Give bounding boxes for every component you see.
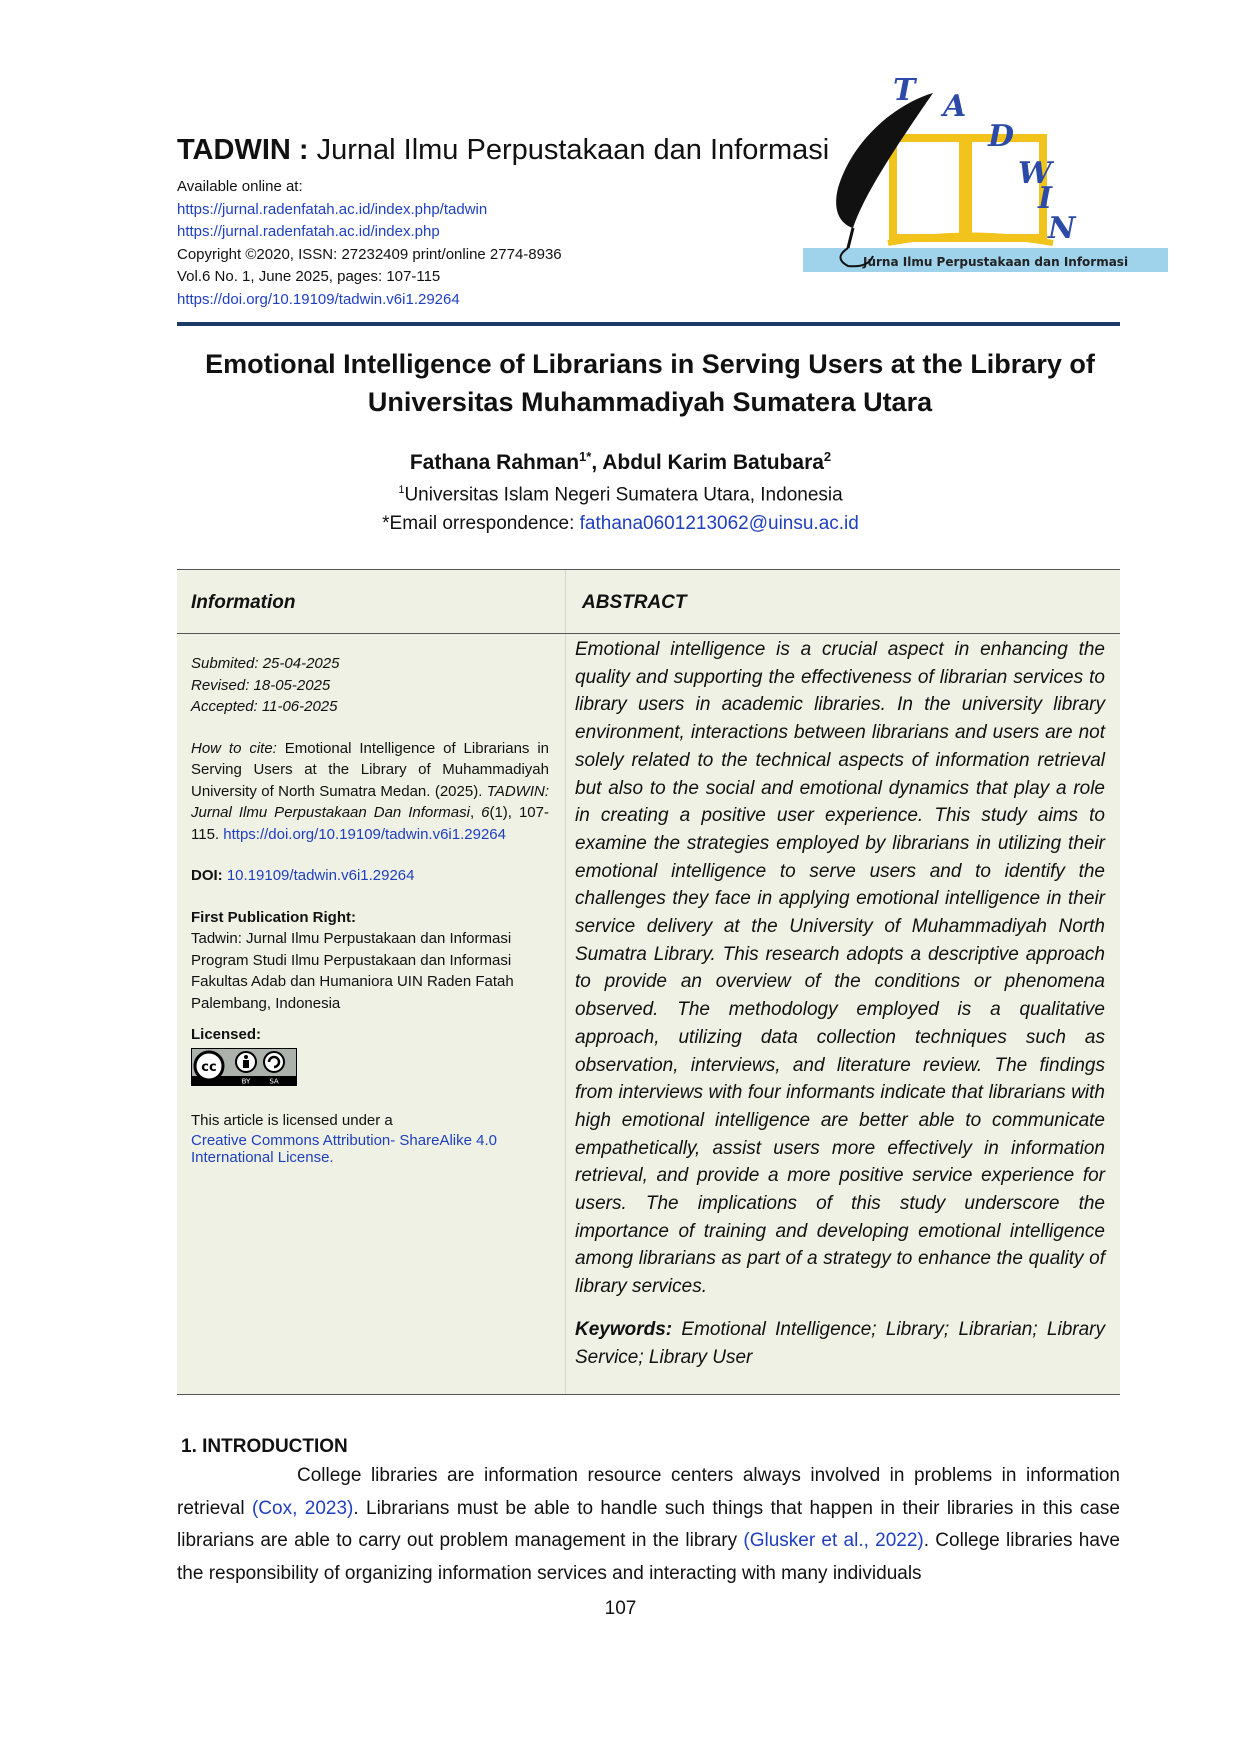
keywords-label: Keywords: bbox=[575, 1319, 673, 1340]
author-name: Abdul Karim Batubara bbox=[602, 451, 824, 474]
license-link[interactable]: International License. bbox=[191, 1148, 334, 1166]
logo-letter-i: I bbox=[1038, 181, 1053, 216]
journal-url-link[interactable]: https://jurnal.radenfatah.ac.id/index.php/tadwin bbox=[177, 200, 488, 218]
cc-by-label: BY bbox=[241, 1077, 251, 1085]
keywords bbox=[575, 1316, 1105, 1371]
revised-date: Revised: 18-05-2025 bbox=[191, 676, 331, 694]
doi-label: DOI: bbox=[191, 867, 223, 884]
sharealike-icon bbox=[264, 1052, 284, 1072]
citation-link[interactable]: (Glusker et al., 2022) bbox=[743, 1530, 924, 1551]
author-superscript: 2 bbox=[823, 449, 832, 464]
information-header: Information bbox=[191, 592, 296, 613]
correspondence-email bbox=[0, 513, 1241, 535]
first-publication-line: Fakultas Adab dan Humaniora UIN Raden Fatah bbox=[191, 973, 514, 990]
copyright-line: Copyright ©2020, ISSN: 27232409 print/online 2774-8936 bbox=[177, 245, 562, 263]
cite-doi-link[interactable]: https://doi.org/10.19109/tadwin.v6i1.29264 bbox=[223, 825, 506, 843]
logo-letter-n: N bbox=[1048, 211, 1076, 246]
keywords-list: Emotional Intelligence; Library; Librarian; Library Service; Library User bbox=[575, 1319, 1105, 1368]
logo-letter-d: D bbox=[988, 119, 1015, 154]
submitted-date: Submited: 25-04-2025 bbox=[191, 655, 340, 672]
cc-by-sa-badge[interactable] bbox=[191, 1048, 297, 1086]
available-online-label: Available online at: bbox=[177, 178, 303, 195]
author-superscript: 1* bbox=[579, 449, 592, 464]
cite-pages: (1), 107-115. bbox=[191, 804, 549, 843]
citation-link[interactable]: (Cox, 2023) bbox=[251, 1497, 354, 1519]
logo-letter-a: A bbox=[943, 89, 967, 124]
logo-letter-w: W bbox=[1018, 156, 1052, 191]
first-publication-line: Tadwin: Jurnal Ilmu Perpustakaan dan Informasi bbox=[191, 930, 512, 947]
affiliation: $^1$Universitas Islam Negeri Sumatera Utara, Indonesia bbox=[398, 484, 843, 506]
cc-sa-label: SA bbox=[269, 1077, 279, 1085]
volume-line: Vol.6 No. 1, June 2025, pages: 107-115 bbox=[177, 268, 441, 285]
article-info-column bbox=[191, 653, 549, 1166]
abstract-text: Emotional intelligence is a crucial aspect in enhancing the quality and supporting the effectiveness of librarian services to library users in academic libraries. In the university library environment, interactions between librarians and users are not solely related to the technical aspects of information retrieval but also to the social and emotional dynamics that play a role in creating a positive user experience. This study aims to examine the strategies employed by librarians in utilizing their emotional intelligence to serve users and to identify the challenges they face in applying emotional intelligence in their service delivery at the University of Muhammadiyah North Sumatra Library. This research adopts a descriptive approach to provide an overview of the conditions or phenomena observed. The methodology employed is a qualitative approach, utilizing data collection techniques such as observation, interviews, and literature review. The findings from interviews with four informants indicate that librarians with high emotional intelligence are better able to communicate empathetically, assist users more effectively in information retrieval, and provide a more positive service experience for users. The implications of this study underscore the importance of training and developing emotional intelligence among librarians as part of a strategy to enhance the quality of library services. bbox=[575, 639, 1105, 1298]
journal-title bbox=[177, 134, 829, 167]
section-heading: 1. INTRODUCTION bbox=[181, 1436, 348, 1457]
article-info-table bbox=[177, 569, 1120, 1395]
logo-letter-t: T bbox=[893, 78, 916, 108]
page-number: 107 bbox=[604, 1598, 637, 1619]
cite-text: Emotional Intelligence of Librarians in Serving Users at the Library of Muhammadiyah University of North Sumatra Medan. (2025). bbox=[191, 739, 549, 800]
doi-link[interactable]: 10.19109/tadwin.v6i1.29264 bbox=[222, 867, 415, 884]
first-publication-line: Palembang, Indonesia bbox=[191, 994, 341, 1012]
cite-journal: TADWIN: Jurnal Ilmu Perpustakaan Dan Informasi bbox=[191, 782, 549, 821]
doi-line bbox=[191, 865, 549, 887]
journal-name: Jurnal Ilmu Perpustakaan dan Informasi bbox=[316, 134, 830, 166]
license-text: This article is licensed under a bbox=[191, 1112, 393, 1129]
journal-brand: TADWIN : bbox=[177, 134, 309, 166]
accepted-date: Accepted: 11-06-2025 bbox=[191, 698, 338, 715]
cc-text: cc bbox=[201, 1059, 217, 1075]
abstract-header: ABSTRACT bbox=[582, 592, 687, 613]
column-divider bbox=[565, 570, 566, 1394]
paper-title-line-1: Emotional Intelligence of Librarians in Serving Users at the Library of bbox=[205, 349, 1095, 379]
introduction-paragraph: College libraries are information resource centers always involved in problems in information retrieval (Cox, 2023). Librarians must be able to handle such things that happen in their libraries in this case librarians are able to carry out problem management in the library (Glusker et al., 2022). College libraries have the responsibility of organizing information services and interacting with many individuals bbox=[177, 1465, 1120, 1584]
author-name: Fathana Rahman bbox=[409, 451, 580, 474]
logo-caption: Jurna Ilmu Perpustakaan dan Informasi bbox=[863, 255, 1129, 269]
author-list: Fathana Rahman$^{1*}$, Abdul Karim Batubara$^2$ bbox=[409, 449, 832, 474]
table-header-divider bbox=[177, 633, 1120, 634]
first-publication-line: Program Studi Ilmu Perpustakaan dan Informasi bbox=[191, 951, 512, 969]
how-to-cite: How to cite: Emotional Intelligence of Librarians in Serving Users at the Library of Muhammadiyah University of North Sumatra Medan. (2025). TADWIN: Jurnal Ilmu Perpustakaan Dan Informasi, 6(1), 107-115. https://doi.org/10.19109/tadwin.v6i1.29264 bbox=[191, 739, 549, 843]
cite-volume: 6 bbox=[481, 804, 490, 821]
doi-url-link[interactable]: https://doi.org/10.19109/tadwin.v6i1.29264 bbox=[177, 290, 460, 308]
cite-label: How to cite: bbox=[191, 739, 277, 757]
journal-info bbox=[177, 176, 562, 311]
first-publication-label: First Publication Right: bbox=[191, 908, 356, 926]
paper-title-line-2: Universitas Muhammadiyah Sumatera Utara bbox=[367, 387, 933, 417]
header-divider bbox=[177, 322, 1120, 326]
email-label: *Email orrespondence: bbox=[382, 513, 580, 534]
tadwin-logo bbox=[793, 78, 1213, 308]
license-link[interactable]: Creative Commons Attribution- ShareAlike 4.0 bbox=[191, 1131, 497, 1149]
paper-title bbox=[150, 345, 1150, 421]
email-link[interactable]: fathana0601213062@uinsu.ac.id bbox=[579, 513, 859, 534]
publisher-url-link[interactable]: https://jurnal.radenfatah.ac.id/index.php bbox=[177, 223, 440, 240]
licensed-label: Licensed: bbox=[191, 1026, 262, 1043]
